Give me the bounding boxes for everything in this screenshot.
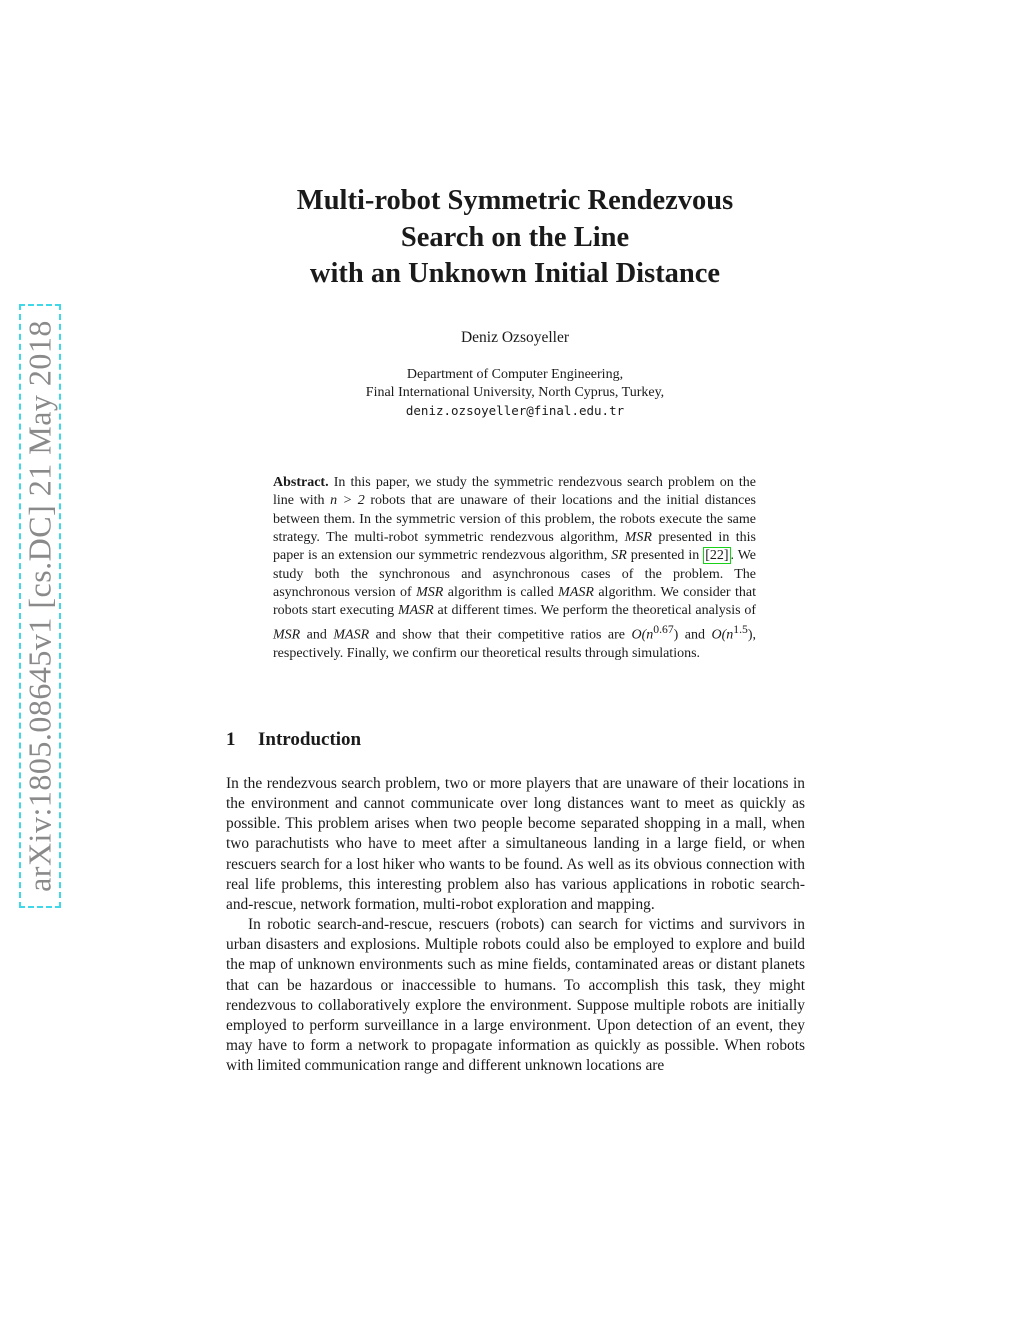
algorithm-name: MASR: [397, 603, 434, 619]
title-line: Search on the Line: [400, 221, 630, 253]
affiliation: [200, 366, 830, 420]
university: Final International University, North Cyprus, Turkey,: [365, 385, 665, 400]
abstract-text: and: [678, 627, 712, 643]
citation-link[interactable]: [22]: [705, 548, 729, 564]
section-number: 1: [226, 729, 236, 750]
abstract-text: at different times. We perform the theoretical analysis of: [433, 603, 756, 619]
section-title: Introduction: [258, 729, 362, 750]
abstract-text: algorithm. We consider that robots start executing: [273, 585, 756, 619]
title-line: with an Unknown Initial Distance: [309, 258, 721, 289]
author-name: Deniz Ozsoyeller: [460, 329, 570, 346]
abstract-text: presented in: [626, 548, 704, 564]
title-line: Multi-robot Symmetric Rendezvous: [296, 185, 734, 216]
math-inline: n > 2: [330, 493, 365, 509]
math-exponent: 0.67: [653, 622, 674, 636]
abstract-text: . We study both the synchronous and asynchronous cases of the problem. The asynchronous version of: [273, 548, 757, 601]
abstract-text: presented in this paper is an extension our symmetric rendezvous algorithm,: [273, 530, 756, 564]
math-inline: ): [747, 627, 753, 643]
abstract-label: Abstract.: [273, 475, 329, 490]
arxiv-stamp: [19, 304, 61, 908]
paper-title: [200, 183, 830, 293]
algorithm-name: MSR: [416, 585, 444, 601]
abstract-text: and: [300, 627, 334, 643]
math-exponent: 1.5: [733, 622, 748, 636]
body-text: [226, 774, 805, 1076]
math-inline: O(n: [711, 627, 734, 643]
algorithm-name: SR: [611, 548, 627, 564]
author-email: deniz.ozsoyeller@final.edu.tr: [405, 403, 625, 418]
algorithm-name: MSR: [624, 530, 652, 546]
algorithm-name: MASR: [333, 627, 370, 643]
algorithm-name: MSR: [273, 627, 301, 643]
section-heading: [226, 729, 361, 751]
math-inline: O(n: [631, 627, 654, 643]
abstract-text: , respectively. Finally, we confirm our theoretical results through simulations.: [273, 627, 757, 661]
department: Department of Computer Engineering,: [406, 367, 624, 382]
abstract: [273, 474, 756, 663]
arxiv-identifier: arXiv:1805.08645v1 [cs.DC] 21 May 2018: [21, 320, 58, 892]
math-inline: ): [673, 627, 679, 643]
abstract-text: algorithm is called: [443, 585, 559, 601]
abstract-text: robots that are unaware of their locations and the initial distances between them. In the symmetric version of this problem, the robots execute the same strategy. The multi-robot symmetric rendezvous algorithm,: [273, 493, 757, 546]
abstract-text: and show that their competitive ratios are: [369, 627, 632, 643]
algorithm-name: MASR: [558, 585, 594, 601]
paragraph: In the rendezvous search problem, two or more players that are unaware of their locations in the environment and cannot communicate over long distances want to meet as quickly as possible. This problem arises when two people become separated shopping in a mall, when two parachutists who have to meet after a simultaneous landing in a large field, or when rescuers search for a lost hiker who wants to be found. As well as its obvious connection with real life problems, this interesting problem also has various applications in robotic search-and-rescue, network formation, multi-robot exploration and mapping.: [226, 775, 805, 913]
abstract-text: In this paper, we study the symmetric rendezvous search problem on the line with: [273, 475, 756, 509]
paragraph: In robotic search-and-rescue, rescuers (robots) can search for victims and survivors in urban disasters and explosions. Multiple robots could also be employed to explore and build the map of unknown environments such as mine fields, contaminated areas or distant planets that can be hazardous or inaccessible to humans. To accomplish this task, they might rendezvous to collaboratively explore the environment. Suppose multiple robots are initially employed to perform surveillance in a large environment. Upon detection of an event, they may have to form a network to propagate information as quickly as possible. When robots with limited communication range and different unknown locations are: [226, 916, 805, 1075]
